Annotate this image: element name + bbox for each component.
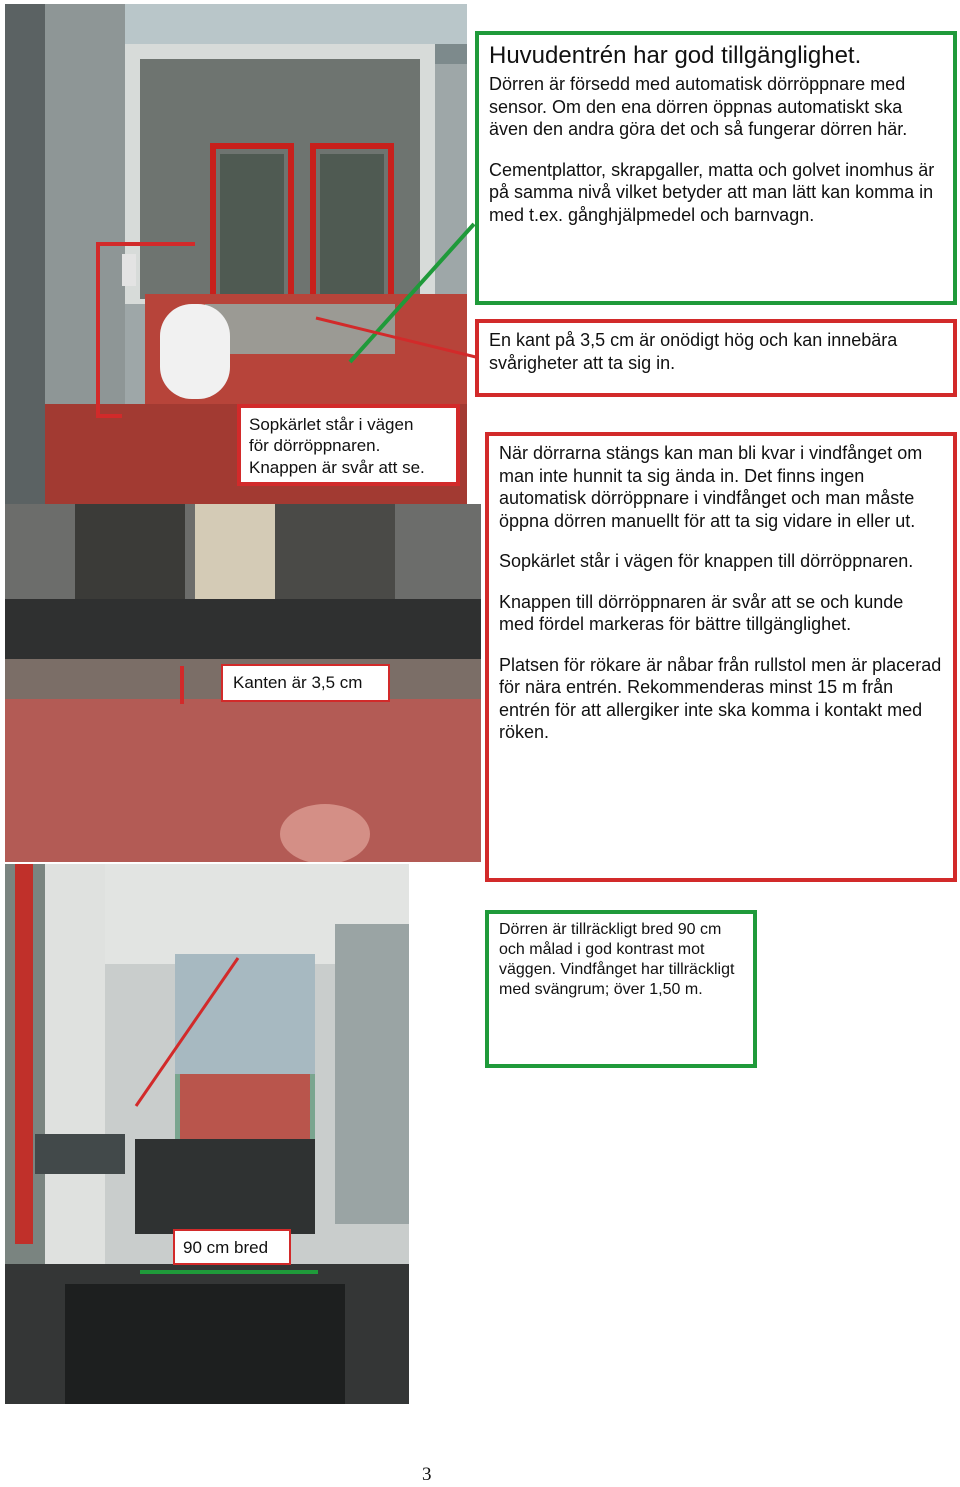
issues-paragraph-3: Knappen till dörröppnaren är svår att se och kunde med fördel markeras för bättre tillgänglighet. bbox=[499, 591, 904, 634]
edge-height-label-text: Kanten är 3,5 cm bbox=[233, 673, 363, 692]
door-info-box bbox=[485, 910, 757, 1068]
entrance-paragraph-1: Dörren är försedd med automatisk dörröppnare med sensor. Om den ena dörren öppnas automatiskt ska även den andra göra det och så fungerar dörren här. bbox=[489, 74, 908, 139]
page-number: 3 bbox=[422, 1464, 432, 1485]
issues-paragraph-1: När dörrarna stängs kan man bli kvar i vindfånget om man inte hunnit ta sig ända in. Det finns ingen automatisk dörröppnare i vindfånget och man måste öppna dörren manuellt för att ta sig vidare in eller ut. bbox=[499, 443, 923, 531]
door-width-label-text: 90 cm bred bbox=[183, 1238, 269, 1257]
issues-paragraph-4: Platsen för rökare är nåbar från rullstol men är placerad för nära entrén. Rekommenderas minst 15 m från entrén för att allergiker inte ska komma i kontakt med röken. bbox=[499, 654, 942, 742]
entrance-paragraph-2: Cementplattor, skrapgaller, matta och golvet inomhus är på samma nivå vilket betyder att man lätt kan komma in med t.ex. gånghjälpmedel och barnvagn. bbox=[489, 159, 935, 225]
entrance-title: Huvudentrén har god tillgänglighet. bbox=[489, 42, 862, 69]
edge-warning-text: En kant på 3,5 cm är onödigt hög och kan innebära svårigheter att ta sig in. bbox=[489, 330, 898, 373]
door-width-label bbox=[173, 1229, 291, 1265]
bin-warning-box bbox=[237, 404, 460, 486]
entrance-info-box bbox=[475, 31, 957, 305]
vestibule-photo bbox=[5, 864, 409, 1404]
bin-warning-line-1: Sopkärlet står i vägen bbox=[249, 415, 414, 434]
issues-box bbox=[485, 432, 957, 882]
bin-warning-line-3: Knappen är svår att se. bbox=[249, 457, 425, 477]
edge-warning-box bbox=[475, 319, 957, 397]
issues-paragraph-2: Sopkärlet står i vägen för knappen till dörröppnaren. bbox=[499, 551, 914, 571]
door-info-text: Dörren är tillräckligt bred 90 cm och målad i god kontrast mot väggen. Vindfånget har tillräckligt med svängrum; över 1,50 m. bbox=[499, 921, 735, 998]
edge-height-label bbox=[221, 664, 390, 702]
bin-warning-line-2: för dörröppnaren. bbox=[249, 436, 381, 456]
